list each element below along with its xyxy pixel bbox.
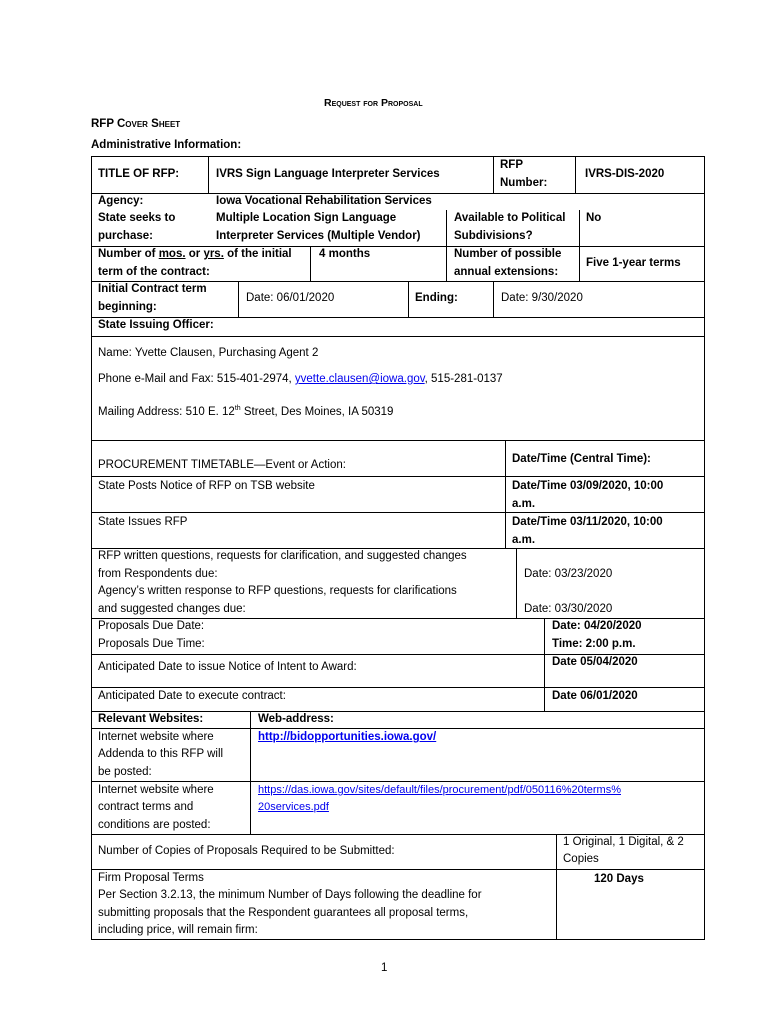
initial-term-label: Initial Contract term	[98, 283, 207, 295]
web-address-col-header: Web-address:	[258, 713, 334, 725]
rfp-title-label: TITLE OF RFP:	[98, 168, 180, 180]
copies-value: 1 Original, 1 Digital, & 2	[563, 836, 684, 848]
timetable-row-date: Date/Time 03/09/2020, 10:00	[512, 480, 664, 492]
term-value: 4 months	[319, 248, 371, 260]
timetable-row-event-4: and suggested changes due:	[98, 603, 246, 615]
purchase-label: State seeks to	[98, 212, 176, 224]
cover-sheet-title: RFP Cover Sheet	[91, 118, 181, 130]
website-label: Internet website where	[98, 784, 214, 796]
timetable-row-date-2: Time: 2:00 p.m.	[552, 638, 636, 650]
rfp-number-label: RFP	[500, 159, 523, 171]
website-label-2: Addenda to this RFP will	[98, 748, 224, 760]
addenda-website-link[interactable]: http://bidopportunities.iowa.gov/	[258, 731, 437, 743]
rfp-title-value: IVRS Sign Language Interpreter Services	[216, 168, 440, 180]
rfp-number-value: IVRS-DIS-2020	[585, 168, 665, 180]
officer-email-link[interactable]: yvette.clausen@iowa.gov	[294, 373, 425, 385]
timetable-row-date-2: a.m.	[512, 498, 536, 510]
website-label: Internet website where	[98, 731, 214, 743]
ending-label: Ending:	[415, 292, 458, 304]
timetable-row-event-2: from Respondents due:	[98, 568, 218, 580]
officer-name: Name: Yvette Clausen, Purchasing Agent 2	[98, 347, 319, 359]
timetable-row-date: Date 05/04/2020	[552, 656, 638, 668]
website-label-3: be posted:	[98, 766, 152, 778]
timetable-header-date: Date/Time (Central Time):	[512, 453, 651, 465]
extensions-label-2: annual extensions:	[454, 266, 559, 278]
political-value: No	[586, 212, 602, 224]
timetable-row-date: Date: 04/20/2020	[552, 620, 642, 632]
contract-terms-link-2[interactable]: 20services.pdf	[258, 801, 329, 813]
purchase-value-2: Interpreter Services (Multiple Vendor)	[216, 230, 421, 242]
officer-contact: Phone e-Mail and Fax: 515-401-2974, yvette.clausen@iowa.gov, 515-281-0137	[98, 373, 503, 385]
initial-term-label-2: beginning:	[98, 301, 157, 313]
firm-terms-value: 120 Days	[594, 873, 644, 885]
initial-term-value: Date: 06/01/2020	[246, 292, 335, 304]
political-label: Available to Political	[454, 212, 566, 224]
timetable-row-event-2: Proposals Due Time:	[98, 638, 205, 650]
timetable-row-event: Anticipated Date to execute contract:	[98, 690, 286, 702]
purchase-label-2: purchase:	[98, 230, 153, 242]
timetable-row-date: Date/Time 03/11/2020, 10:00	[512, 516, 663, 528]
extensions-label: Number of possible	[454, 248, 562, 260]
websites-col-header: Relevant Websites:	[98, 713, 204, 725]
term-label-2: term of the contract:	[98, 266, 210, 278]
ending-value: Date: 9/30/2020	[501, 292, 583, 304]
agency-value: Iowa Vocational Rehabilitation Services	[216, 195, 432, 207]
website-label-2: contract terms and	[98, 801, 194, 813]
purchase-value: Multiple Location Sign Language	[216, 212, 397, 224]
timetable-row-date: Date: 03/23/2020	[524, 568, 613, 580]
timetable-row-date-2: a.m.	[512, 534, 536, 546]
firm-terms-label-2: Per Section 3.2.13, the minimum Number of Days following the deadline for	[98, 889, 482, 901]
copies-value-2: Copies	[563, 853, 599, 865]
timetable-header-event: PROCUREMENT TIMETABLE—Event or Action:	[98, 459, 346, 471]
section-heading: Administrative Information:	[91, 139, 242, 151]
timetable-row-event: Proposals Due Date:	[98, 620, 205, 632]
extensions-value: Five 1-year terms	[586, 257, 681, 269]
copies-label: Number of Copies of Proposals Required to be Submitted:	[98, 845, 395, 857]
issuing-officer-label: State Issuing Officer:	[98, 319, 214, 331]
firm-terms-label: Firm Proposal Terms	[98, 872, 204, 884]
website-label-3: conditions are posted:	[98, 819, 211, 831]
timetable-row-date-2: Date: 03/30/2020	[524, 603, 613, 615]
timetable-row-date: Date 06/01/2020	[552, 690, 638, 702]
timetable-row-event-3: Agency’s written response to RFP questions, requests for clarifications	[98, 585, 457, 597]
political-label-2: Subdivisions?	[454, 230, 533, 242]
page-number: 1	[381, 962, 388, 974]
timetable-row-event: State Issues RFP	[98, 516, 188, 528]
contract-terms-link[interactable]: https://das.iowa.gov/sites/default/files/procurement/pdf/050116%20terms%	[258, 784, 621, 796]
firm-terms-label-3: submitting proposals that the Respondent guarantees all proposal terms,	[98, 907, 469, 919]
timetable-row-event: RFP written questions, requests for clarification, and suggested changes	[98, 550, 467, 562]
officer-mailing-address: Mailing Address: 510 E. 12th Street, Des Moines, IA 50319	[98, 405, 394, 418]
firm-terms-label-4: including price, will remain firm:	[98, 924, 258, 936]
agency-label: Agency:	[98, 195, 144, 207]
timetable-row-event: Anticipated Date to issue Notice of Intent to Award:	[98, 661, 357, 673]
rfp-number-label-2: Number:	[500, 177, 548, 189]
page-title: Request for Proposal	[324, 97, 423, 109]
timetable-row-event: State Posts Notice of RFP on TSB website	[98, 480, 315, 492]
term-label: Number of mos. or yrs. of the initial	[98, 248, 292, 260]
